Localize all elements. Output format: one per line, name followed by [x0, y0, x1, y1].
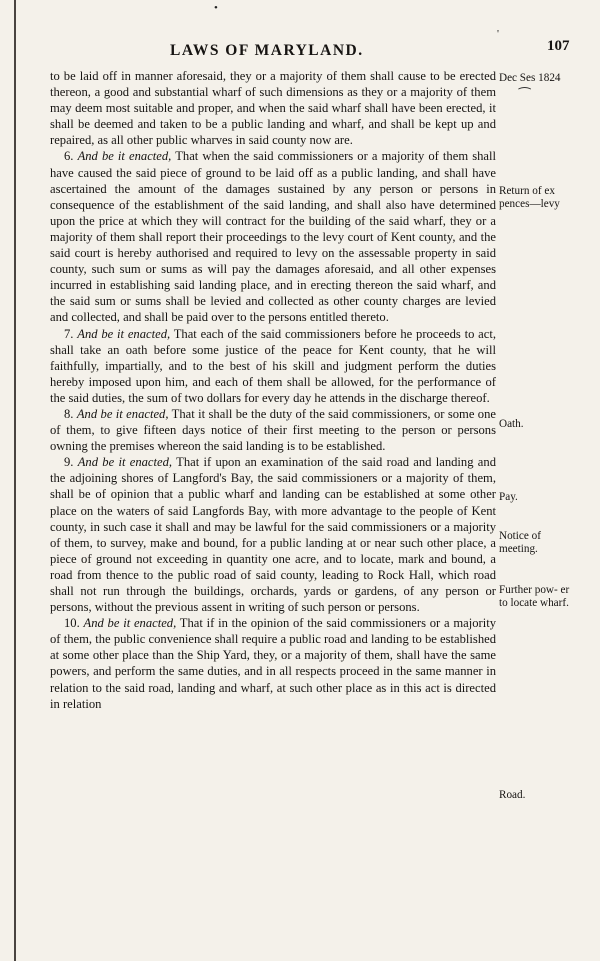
- section-number: 8.: [64, 406, 74, 421]
- margin-note-return-expences: Return of ex pences—levy: [499, 185, 560, 210]
- margin-note-session: Dec Ses 1824: [499, 72, 561, 84]
- print-mark: ': [497, 28, 499, 40]
- section-text: That if in the opinion of the said commissioners or a majority of them, the public convenience shall require a public road and landing to be established at some other place than the Ship Yard, they, or a majority of them, shall have the same powers, and perform the same duties, and in all respects proceed in the same manner in relation to the said road, landing and wharf, at such other place as in this act is directed in relation: [50, 616, 496, 711]
- flourish-ornament: ⁀: [519, 89, 531, 104]
- statute-text: [50, 68, 496, 712]
- section-text: That if upon an examination of the said road and landing and the adjoining shores of Langford's Bay, the said commissioners or a majority of them, shall be of opinion that a public wharf and landing can be established at some other place on the waters of said Langfords Bay, with more advantage to the people of Kent county, in such case it shall and may be lawful for the said commissioners or a majority of them, to survey, make and bound, for a public landing at or near such other place, a piece of ground not exceeding in quantity one acre, and to locate, mark and bound, a road from thence to the public road of said county, leading to Rock Hall, which road shall not run through the buildings, orchards, yards or gardens, of any person or persons, without the previous assent in writing of such person or persons.: [50, 455, 496, 615]
- section-10: [50, 615, 496, 712]
- enacting-clause: And be it enacted,: [77, 326, 171, 341]
- margin-note-pay: Pay.: [499, 491, 518, 503]
- section-8: [50, 406, 496, 454]
- paragraph-continued: [50, 68, 496, 148]
- section-text: That it shall be the duty of the said commissioners, or some one of them, to give fifteen days notice of their first meeting to the person or persons owning the premises whereon the said landing is to be established.: [50, 406, 496, 454]
- section-number: 10.: [64, 616, 80, 631]
- section-text: That each of the said commissioners before he proceeds to act, shall take an oath before some justice of the peace for Kent county, that he will faithfully, impartially, and to the best of his skill and judgment perform the duties hereby imposed upon him, and each of them shall be allowed, for the performance of the said duties, the sum of two dollars for every day he attends in the discharge thereof.: [50, 326, 496, 405]
- page-number: 107: [547, 38, 570, 54]
- running-head: LAWS OF MARYLAND.: [170, 42, 364, 59]
- enacting-clause: And be it enacted,: [83, 616, 177, 631]
- print-mark: •: [214, 2, 218, 14]
- enacting-clause: And be it enacted,: [77, 149, 172, 164]
- section-number: 6.: [64, 149, 74, 164]
- margin-note-further-power: Further pow- er to locate wharf.: [499, 584, 570, 609]
- margin-note-oath: Oath.: [499, 418, 524, 430]
- page-edge-rule: [14, 0, 16, 961]
- margin-note-notice: Notice of meeting.: [499, 530, 541, 555]
- section-6: [50, 148, 496, 325]
- section-9: [50, 454, 496, 615]
- section-text: That when the said commissioners or a majority of them shall have caused the said piece of ground to be laid off as a public landing, and shall have ascertained the amount of the damages sustained by any person or persons in consequence of the establishment of the said landing, and shall also have determined upon the price at which they will contract for the building of the said wharf, they or a majority of them shall report their proceedings to the levy court of Kent county, and the said court is hereby authorised and required to levy on the assessable property in said county, such sum or sums as will pay the damages aforesaid, and all other expenses incurred in establishing said landing place, and in erecting thereon the said wharf, and the said sum or sums shall be levied and collected as other county charges are levied and collected, and shall be paid over to the persons entitled thereto.: [50, 149, 496, 325]
- enacting-clause: And be it enacted,: [76, 406, 169, 421]
- enacting-clause: And be it enacted,: [77, 455, 173, 470]
- margin-note-road: Road.: [499, 789, 526, 801]
- section-number: 9.: [64, 455, 74, 470]
- section-number: 7.: [64, 326, 74, 341]
- paragraph-text: to be laid off in manner aforesaid, they or a majority of them shall cause to be erected thereon, a good and substantial wharf of such dimensions as they or a majority of them may deem most suitable and proper, and when the said wharf shall have been erected, it shall be deemed and taken to be a public landing and wharf, and shall be kept up and repaired, as all other public wharves in said county now are.: [50, 69, 496, 148]
- section-7: [50, 326, 496, 406]
